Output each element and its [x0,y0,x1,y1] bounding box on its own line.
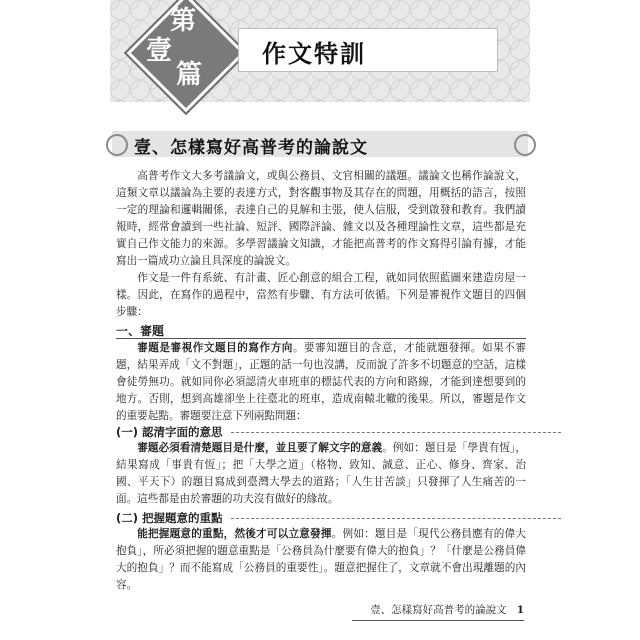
sub1-heading [116,424,561,440]
badge-char-1: 第 [170,6,197,36]
page-footer [370,602,524,617]
badge-char-3: 篇 [176,60,203,90]
page-number: 1 [516,604,524,616]
step1-body: 。要審知題目的含意，才能就題發揮。如果不審題，結果弄成「文不對題」，正題的話一句也沒講，反而說了許多不切題意的空話，這樣會徒勞無功。就如同你必須認清火車班車的標誌代表的方向和路線，才能到達想要到的地方。否則，想到高雄卻坐上往臺北的班車，造成南轅北轍的後果。所以，審題是作文的重要起點。審題要注意下列兩點問題： [116,342,527,422]
section-ornament-left-icon [106,134,128,156]
step1-heading: 一、審題 [116,324,165,338]
step1-lead: 審題是審視作文題目的寫作方向 [137,342,293,354]
section-title: 壹、怎樣寫好高普考的論說文 [134,138,368,158]
sub1-heading-text: (一) 認清字面的意思 [116,425,223,439]
step1-rule [116,338,526,339]
section-ornament-right-icon [514,134,536,156]
sub2-heading-text: (二) 把握題意的重點 [116,511,223,525]
badge-char-2: 壹 [146,36,173,66]
sub1-paragraph [116,440,526,508]
intro-paragraph-2: 作文是一件有系統、有計畫、匠心創意的組合工程，就如同依照藍圖來建造房屋一樣。因此，在寫作的過程中，當然有步驟、有方法可依循。下列是審視作文題目的四個步驟： [116,272,526,318]
running-title: 壹、怎樣寫好高普考的論說文 [370,604,507,616]
page-title: 作文特訓 [262,40,366,68]
sub1-body: 。例如：題目是「學貴有恆」，結果寫成「事貴有恆」；把「大學之道」（格物、致知、誠意、正心、修身、齊家、治國、平天下）的題目寫成到臺灣大學去的道路；「人生甘苦談」只發揮了人生痛苦的一面。這些都是由於審題的功夫沒有做好的緣故。 [116,442,527,505]
sub2-heading [116,510,561,526]
intro-paragraph-1: 高普考作文大多考議論文，或與公務員、文官相關的議題。議論文也稱作論說文，這類文章以議論為主要的表達方式，對客觀事物及其存在的問題，用概括的語言，按照一定的理論和邏輯關係，表達自己的見解和主張，使人信服，受到啟發和教育。我們讀報時，經常會讀到一些社論、短評、國際評論、雜文以及各種理論性文章，這些都是充實自己作文能力的來源。多學習議論文知識，才能把高普考的作文寫得引論有據，才能寫出一篇成功立論且具深度的論說文。 [116,170,526,267]
sub1-dash-rule [231,432,561,433]
step1-paragraph [116,340,526,425]
sub1-lead: 審題必須看清楚題目是什麼，並且要了解文字的意義 [137,442,383,454]
sub2-lead: 能把握題意的重點，然後才可以立意發揮 [137,528,332,540]
footer-rule [352,620,524,621]
sub2-dash-rule [231,518,561,519]
sub2-paragraph [116,526,526,594]
sub2-body: 。例如：題目是「現代公務員應有的偉大抱負」，所必須把握的題意重點是「公務員為什麼要有偉大的抱負」？「什麼是公務員偉大的抱負」？而不能寫成「公務員的重要性」。題意把握住了，文章就不會出現離題的內容。 [116,528,527,591]
